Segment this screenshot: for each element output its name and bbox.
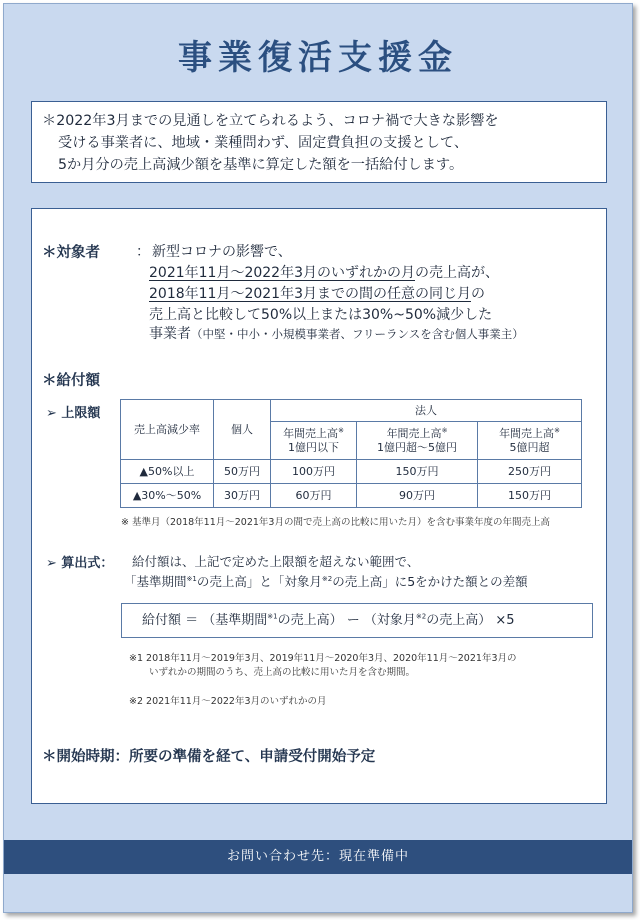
formula-label: ➢ 算出式：	[46, 556, 114, 571]
page-title: 事業復活支援金	[178, 38, 458, 78]
formula-desc-2-c: の売上高」に5をかけた額との差額	[332, 574, 528, 589]
row-individual: 30万円	[214, 484, 271, 508]
row-corp-small: 100万円	[271, 460, 357, 484]
target-line-4: 売上高と比較して50%以上または30%~50%減少した	[149, 307, 493, 323]
contact-footer: お問い合わせ先：現在準備中	[4, 840, 632, 874]
header-corporation: 法人	[271, 400, 582, 422]
header-corp-mid	[357, 422, 478, 460]
target-line-3-rest: の	[470, 286, 485, 302]
header-corp-small-b: 1億円以下	[288, 440, 339, 454]
header-corp-large-a: 年間売上高	[499, 426, 555, 440]
intro-box	[31, 101, 607, 183]
header-corp-small-a: 年間売上高	[283, 426, 339, 440]
formula-desc-1: 給付額は、上記で定めた上限額を超えない範囲で、	[132, 554, 420, 569]
row-corp-mid: 150万円	[357, 460, 478, 484]
benefit-heading: ＊給付額	[42, 373, 100, 389]
header-mark: ※	[441, 425, 448, 434]
table-row	[121, 484, 582, 508]
header-individual: 個人	[214, 400, 271, 460]
target-line-2-rest: の売上高が、	[414, 265, 499, 281]
target-heading: ＊対象者	[42, 245, 100, 261]
formula-desc-2	[124, 572, 528, 590]
header-corp-mid-b: 1億円超～5億円	[377, 440, 457, 454]
intro-line-3: 5か月分の売上高減少額を基準に算定した額を一括給付します。	[58, 157, 464, 173]
row-corp-small: 60万円	[271, 484, 357, 508]
target-business: 事業者	[149, 326, 191, 342]
header-rate: 売上高減少率	[121, 400, 214, 460]
row-corp-large: 150万円	[478, 484, 582, 508]
footnote-ref-2: ※2	[321, 574, 333, 583]
target-line-1: 新型コロナの影響で、	[152, 244, 292, 260]
details-box	[31, 208, 607, 804]
table-note: ※ 基準月（2018年11月～2021年3月の間で売上高の比較に用いた月）を含む事業年度の年間売上高	[121, 517, 550, 528]
header-corp-large-b: 5億円超	[509, 440, 550, 454]
target-period-current: 2021年11月～2022年3月のいずれかの月	[149, 265, 415, 281]
row-individual: 50万円	[214, 460, 271, 484]
cap-label: ➢ 上限額	[46, 406, 101, 421]
table-row	[121, 460, 582, 484]
row-rate: ▲50%以上	[121, 460, 214, 484]
header-corp-mid-a: 年間売上高	[386, 426, 442, 440]
start-timing: ＊開始時期：所要の準備を経て、申請受付開始予定	[42, 749, 376, 765]
intro-line-1: ＊2022年3月までの見通しを立てられるよう、コロナ禍で大きな影響を	[42, 113, 499, 129]
formula-box-c: の売上高） ×5	[426, 613, 515, 628]
formula-desc-2-a: 「基準期間	[124, 574, 187, 589]
target-line-2	[149, 262, 499, 282]
footnote-1b: いずれかの期間のうち、売上高の比較に用いた月を含む期間。	[149, 667, 416, 678]
formula-desc-2-b: の売上高」と「対象月	[196, 574, 322, 589]
footnote-ref-2: ※2	[415, 612, 427, 621]
row-corp-large: 250万円	[478, 460, 582, 484]
header-corp-large	[478, 422, 582, 460]
footnote-1a: ※1 2018年11月～2019年3月、2019年11月～2020年3月、2020年11月～2021年3月の	[129, 653, 517, 664]
target-line-3	[149, 283, 485, 303]
header-mark: ※	[338, 425, 344, 434]
flyer-sheet	[3, 3, 633, 913]
target-colon: ：	[136, 244, 150, 260]
intro-line-2: 受ける事業者に、地域・業種問わず、固定費負担の支援として、	[58, 135, 469, 151]
header-corp-small	[271, 422, 357, 460]
footnote-ref-1: ※1	[267, 612, 278, 621]
formula-box-b: の売上高） ー （対象月	[277, 613, 416, 628]
formula-box	[121, 603, 593, 638]
target-period-base: 2018年11月～2021年3月までの間の任意の同じ月	[149, 286, 471, 302]
row-rate: ▲30%～50%	[121, 484, 214, 508]
header-mark: ※	[554, 425, 560, 434]
row-corp-mid: 90万円	[357, 484, 478, 508]
limit-table	[120, 399, 582, 508]
formula-box-a: 給付額 ＝ （基準期間	[142, 613, 268, 628]
footnote-ref-1: ※1	[186, 574, 197, 583]
target-line-5	[149, 323, 524, 343]
target-business-note: （中堅・中小・小規模事業者、フリーランスを含む個人事業主）	[191, 327, 524, 341]
footnote-2: ※2 2021年11月～2022年3月のいずれかの月	[129, 696, 327, 707]
